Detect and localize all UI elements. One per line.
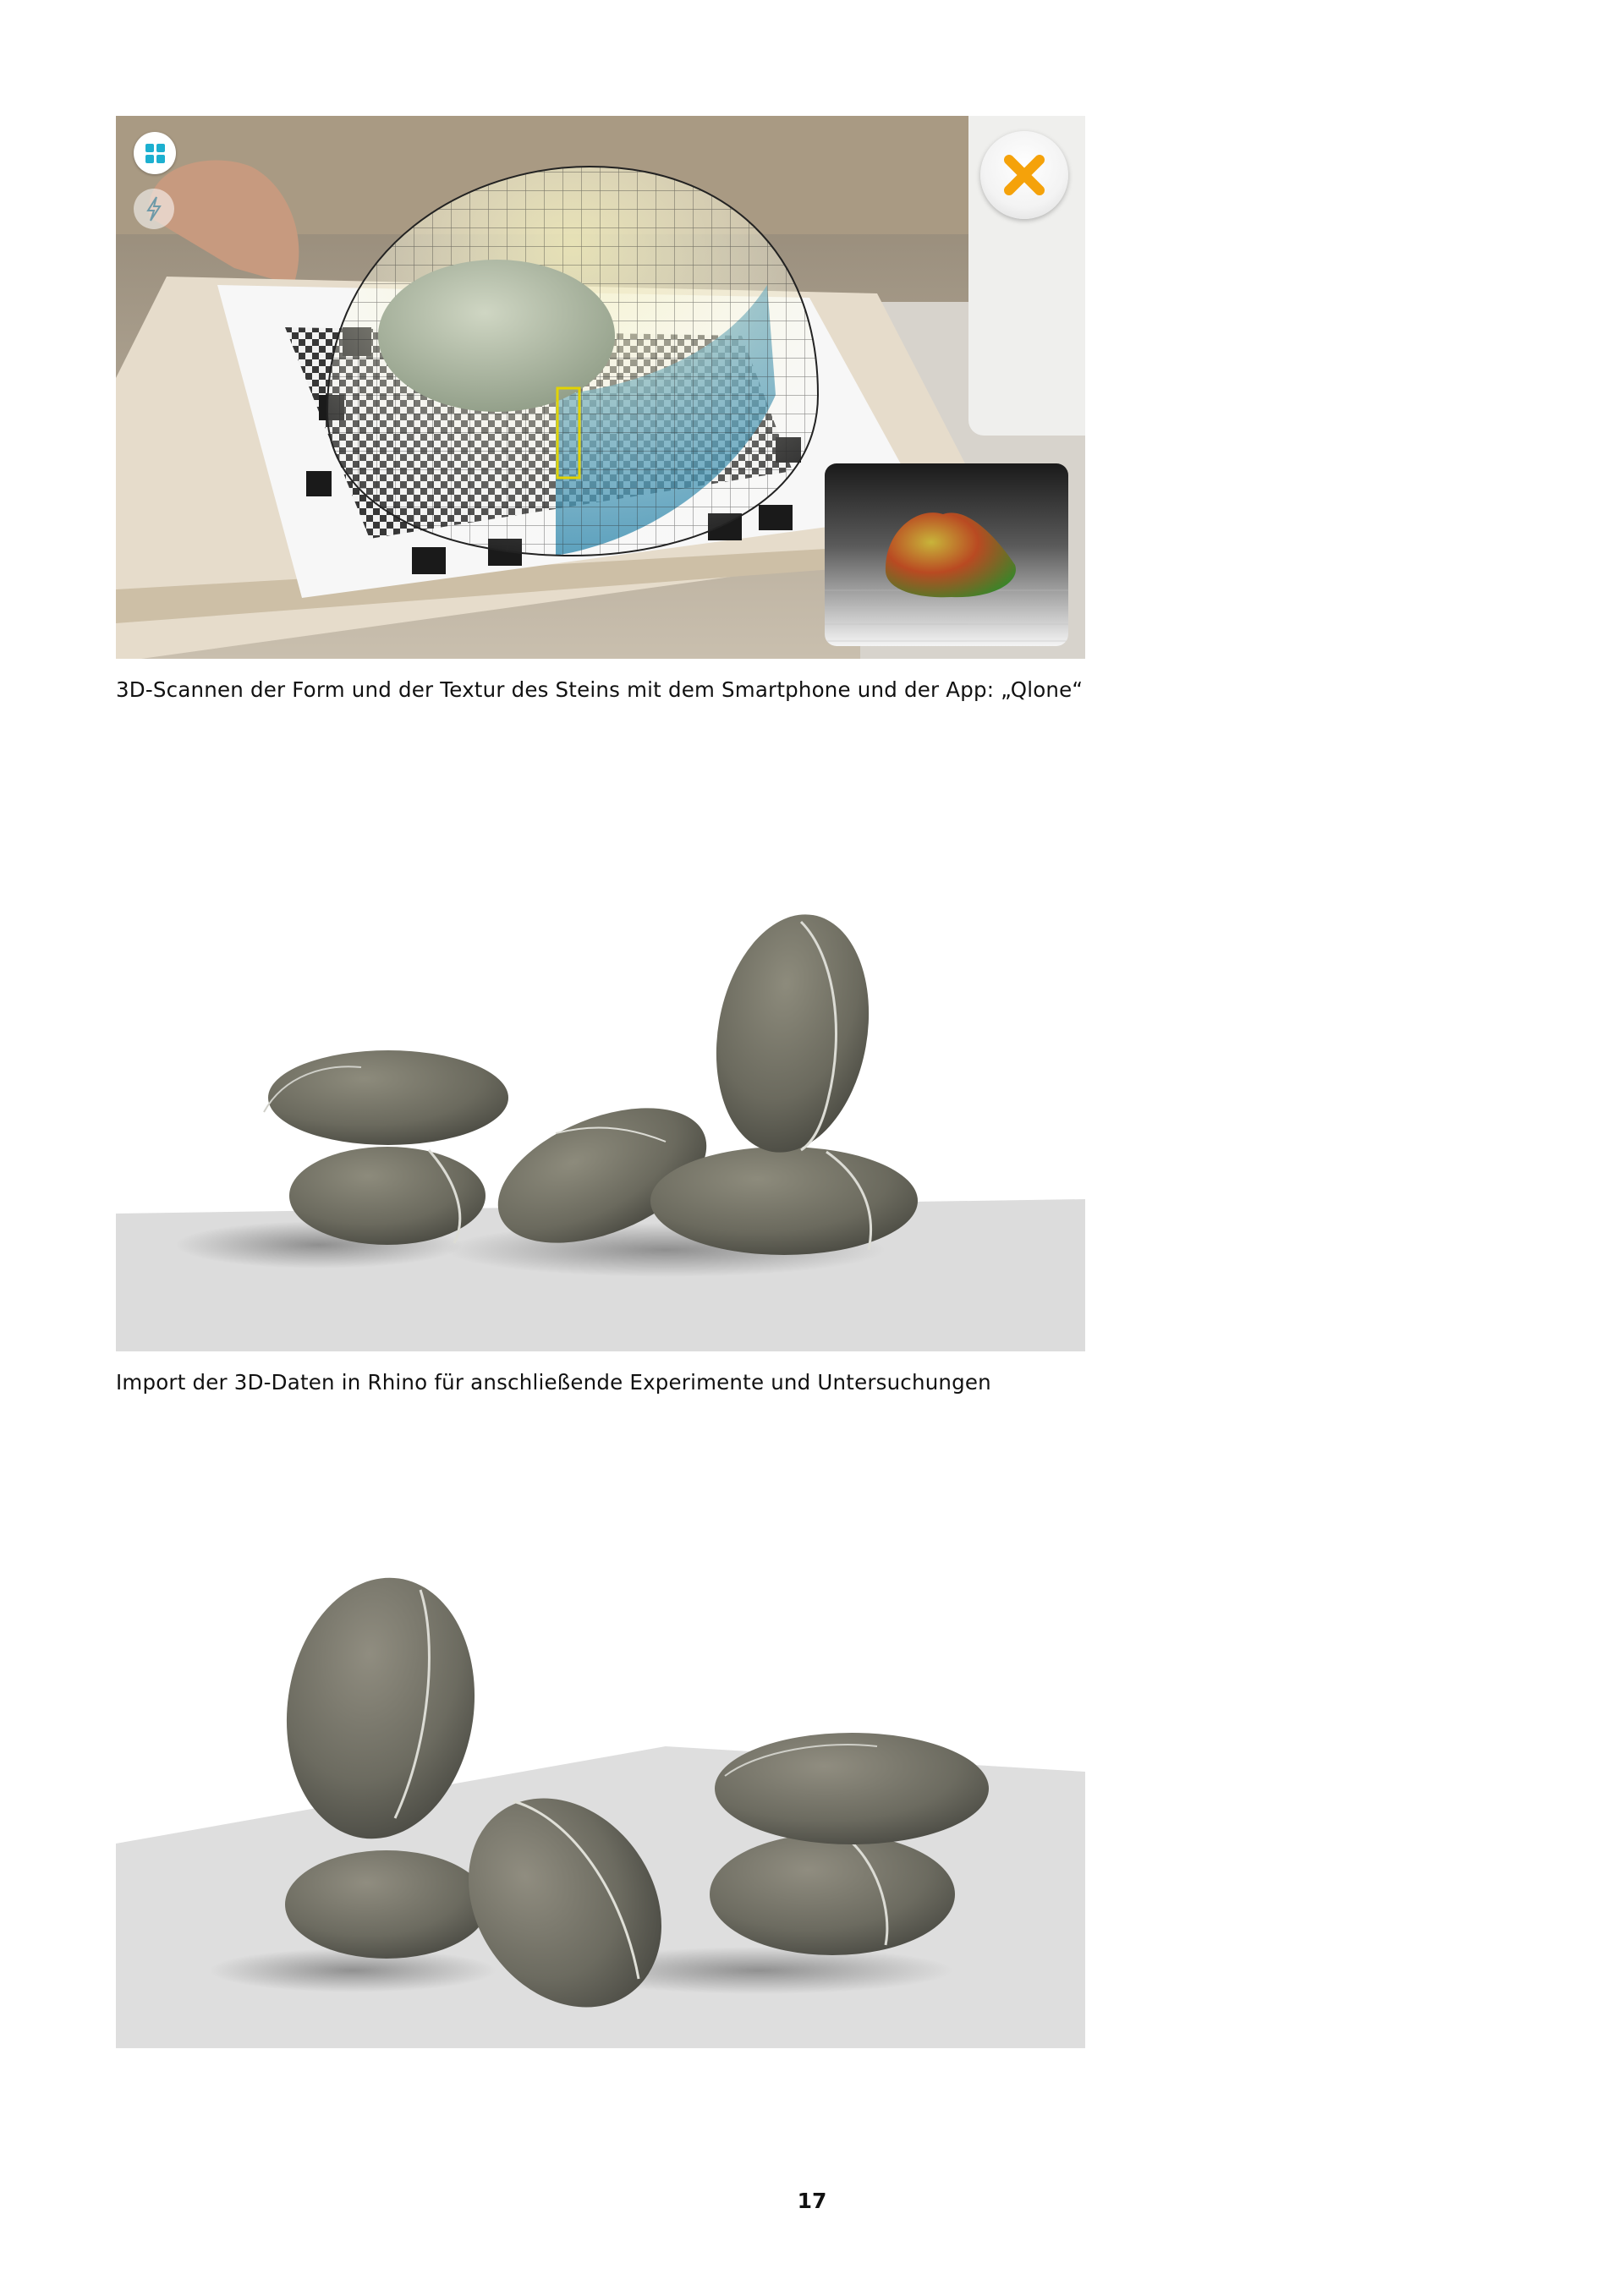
stones-render [116,846,1085,1351]
figure-caption: Import der 3D-Daten in Rhino für anschließende Experimente und Untersuchungen [116,1370,991,1395]
stones-render [116,1539,1085,2048]
flash-toggle-button[interactable] [134,189,174,229]
model-preview [825,463,1068,646]
grid-icon [134,132,176,174]
rhino-render-1 [116,846,1085,1351]
side-panel [968,116,1085,436]
rhino-render-2 [116,1539,1085,2048]
flash-icon [134,189,174,229]
close-icon [980,131,1068,219]
grid-menu-button[interactable] [134,132,176,174]
close-button[interactable] [980,131,1068,219]
qlone-scan-photo [116,116,1085,659]
figure-caption: 3D-Scannen der Form und der Textur des Steins mit dem Smartphone und der App: „Qlone“ [116,677,1084,702]
model-preview-render [825,463,1068,646]
page-number: 17 [797,2189,827,2213]
